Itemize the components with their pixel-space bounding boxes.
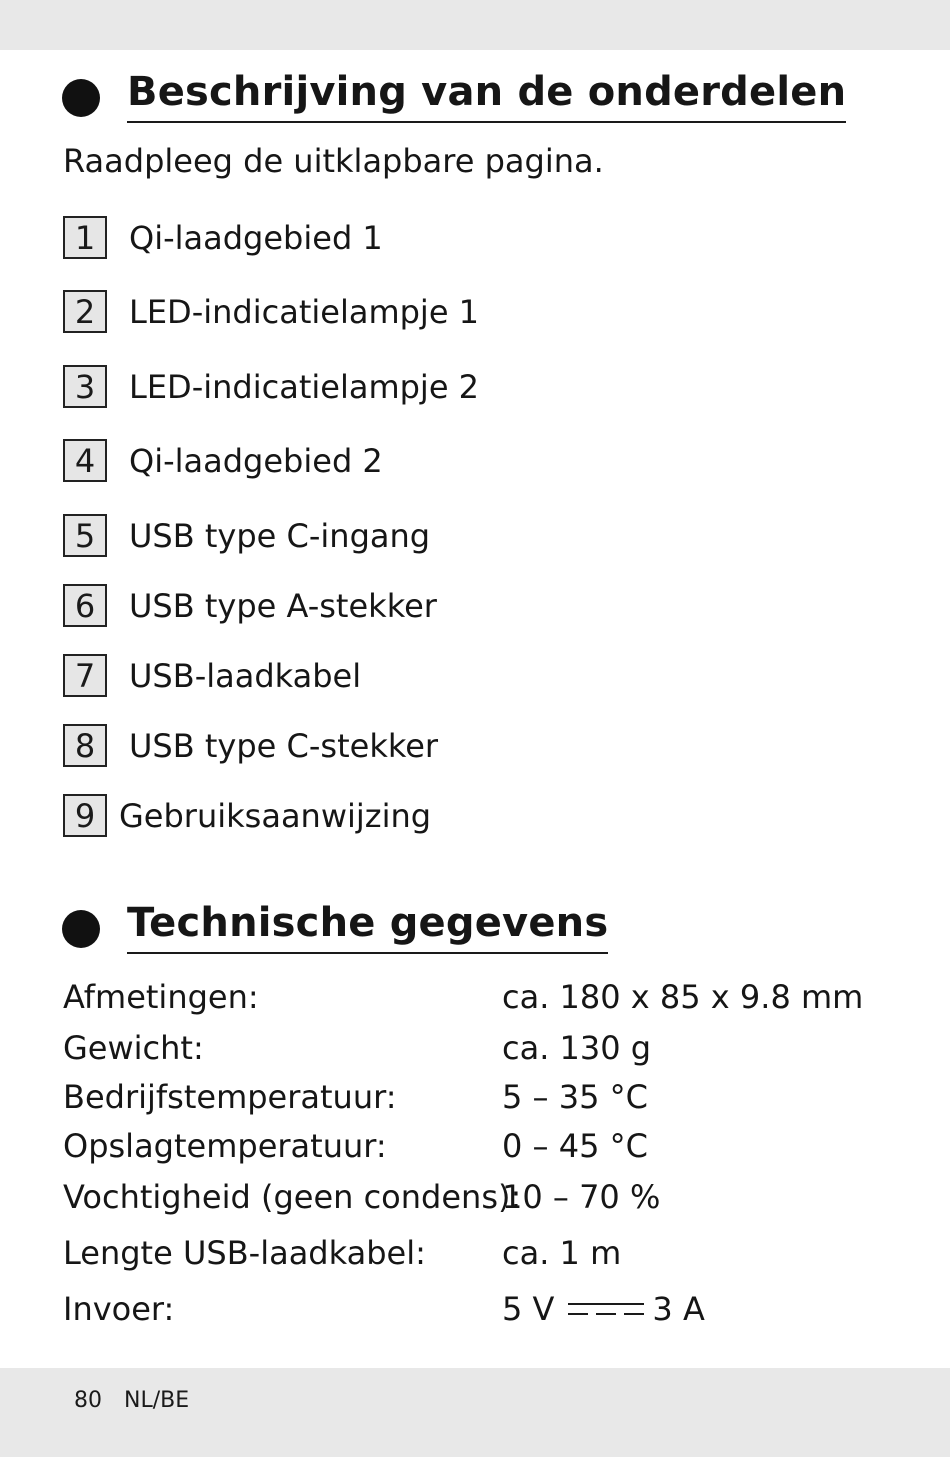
list-item	[63, 216, 383, 259]
direct-current-icon	[568, 1299, 644, 1319]
part-label: LED-indicatielampje 2	[129, 367, 480, 406]
spec-value: 5 – 35 °C	[502, 1078, 648, 1116]
section-title: Beschrijving van de onderdelen	[127, 72, 846, 123]
spec-label: Invoer:	[63, 1290, 175, 1328]
input-voltage: 5 V	[502, 1290, 555, 1328]
spec-label: Bedrijfstemperatuur:	[63, 1078, 397, 1116]
spec-value-input	[502, 1290, 705, 1328]
section-heading-parts	[62, 69, 847, 123]
part-number: 2	[63, 290, 107, 333]
part-number: 9	[63, 794, 107, 837]
list-item	[63, 724, 438, 767]
part-number: 7	[63, 654, 107, 697]
spec-value: ca. 130 g	[502, 1029, 652, 1067]
locale-label: NL/BE	[124, 1388, 190, 1413]
part-label: USB type C-stekker	[129, 726, 439, 765]
list-item	[63, 654, 361, 697]
section-title: Technische gegevens	[127, 903, 608, 954]
part-number: 6	[63, 584, 107, 627]
part-number: 5	[63, 514, 107, 557]
list-item	[63, 365, 479, 408]
spec-value: 0 – 45 °C	[502, 1127, 648, 1165]
spec-label: Lengte USB-laadkabel:	[63, 1234, 426, 1272]
part-label: Gebruiksaanwijzing	[119, 796, 432, 835]
part-label: Qi-laadgebied 2	[129, 441, 383, 480]
spec-value: ca. 180 x 85 x 9.8 mm	[502, 978, 864, 1016]
part-label: USB type C-ingang	[129, 516, 431, 555]
page-number: 80	[74, 1388, 102, 1413]
part-label: Qi-laadgebied 1	[129, 218, 383, 257]
part-label: LED-indicatielampje 1	[129, 292, 480, 331]
spec-value: 10 – 70 %	[502, 1178, 661, 1216]
part-label: USB-laadkabel	[129, 656, 362, 695]
list-item	[63, 514, 430, 557]
section-heading-specs	[62, 900, 609, 954]
part-number: 3	[63, 365, 107, 408]
part-number: 1	[63, 216, 107, 259]
top-band	[0, 0, 950, 50]
intro-text: Raadpleeg de uitklapbare pagina.	[63, 142, 604, 180]
input-current: 3 A	[652, 1290, 705, 1328]
spec-label: Vochtigheid (geen condens):	[63, 1178, 522, 1216]
part-number: 8	[63, 724, 107, 767]
spec-label: Opslagtemperatuur:	[63, 1127, 387, 1165]
spec-label: Gewicht:	[63, 1029, 204, 1067]
bullet-icon	[62, 910, 100, 948]
list-item	[63, 290, 479, 333]
spec-value: ca. 1 m	[502, 1234, 622, 1272]
list-item	[63, 439, 383, 482]
list-item	[63, 794, 431, 837]
spec-label: Afmetingen:	[63, 978, 259, 1016]
part-label: USB type A-stekker	[129, 586, 437, 625]
part-number: 4	[63, 439, 107, 482]
page-footer	[74, 1388, 211, 1413]
list-item	[63, 584, 437, 627]
bullet-icon	[62, 79, 100, 117]
